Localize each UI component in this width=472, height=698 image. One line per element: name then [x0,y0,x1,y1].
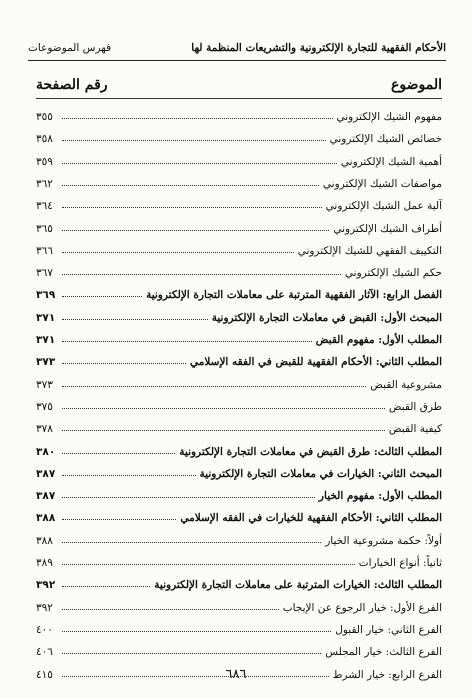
dot-leader [62,474,196,476]
dot-leader [62,407,385,409]
toc-page-number: ٤١٥ [36,668,53,681]
toc-page-number: ٣٦٢ [36,177,53,190]
dot-leader [62,608,279,610]
toc-entry-label: الفرع الثالث: خيار المجلس [325,646,442,659]
toc-entry [36,371,442,391]
dot-leader [62,429,385,431]
toc-entry-label: أطراف الشيك الإلكتروني [333,222,442,235]
toc-page-number: ٣٩٢ [36,579,56,592]
toc-entry [36,326,442,346]
toc-page-number: ٣٨٨ [36,534,53,547]
toc-page-number: ٣٦٥ [36,222,53,235]
toc-entry-label: الفرع الثاني: خيار القبول [335,623,442,636]
dot-leader [62,541,321,543]
toc-entry [36,616,442,636]
toc-page-number: ٣٨٧ [36,490,56,503]
toc-entry-label: المطلب الثاني: الأحكام الفقهية للقبض في الفقه الإسلامي [190,356,442,369]
toc-entry-label: المطلب الأول: مفهوم الخيار [318,490,442,503]
dot-leader [62,229,329,231]
toc-entry-label: مواصفات الشيك الإلكتروني [322,177,442,190]
dot-leader [62,206,322,208]
toc-page-number: ٤٠٦ [36,646,53,659]
toc-entry [36,148,442,168]
toc-entry [36,215,442,235]
toc-page-number: ٣٥٥ [36,111,53,123]
toc-entry-label: طرق القبض [388,400,442,413]
toc-entry [36,237,442,257]
toc-entry-label: التكييف الفقهي للشيك الإلكتروني [297,244,442,257]
toc-page-number: ٣٦٩ [36,289,56,302]
toc-page-number: ٣٥٨ [36,133,53,146]
page-number: ٦٨٦ [225,667,247,682]
dot-leader [62,139,326,141]
toc-entry-label: المبحث الأول: القبض في معاملات التجارة الإلكترونية [211,311,442,324]
dot-leader [62,340,312,342]
toc-entry [36,281,442,301]
toc-entry [36,460,442,480]
toc-entry [36,438,442,458]
toc-page-number: ٣٧٨ [36,423,53,436]
toc-entry-label: المبحث الثاني: الخيارات في معاملات التجارة الإلكترونية [199,467,442,480]
dot-leader [62,184,319,186]
toc-entry [36,259,442,279]
toc-page-number: ٣٧٣ [36,356,56,369]
toc-page-number: ٣٦٦ [36,244,53,257]
topic-column-heading: الموضوع [391,77,442,93]
dot-leader [62,295,142,297]
dot-leader [62,518,176,520]
toc-entry-label: المطلب الأول: مفهوم القبض [315,334,442,346]
toc-entry [36,192,442,212]
dot-leader [62,318,208,320]
toc-entry-label: آلية عمل الشيك الإلكتروني [325,200,442,213]
toc-entry-label: مفهوم الشيك الإلكتروني [336,111,442,123]
toc-page-number: ٣٧٥ [36,400,53,413]
toc-entry-label: المطلب الثالث: الخيارات المترتبة على معاملات التجارة الإلكترونية [154,579,442,592]
toc-page-number: ٣٨٨ [36,512,56,525]
toc-page-number: ٣٥٩ [36,155,53,168]
toc-page-number: ٣٧١ [36,334,56,346]
toc-page-number: ٣٦٧ [36,267,53,280]
toc-entry [36,348,442,368]
dot-leader [62,162,337,164]
toc-entry [36,482,442,502]
toc-entry-label: أولاً: حكمة مشروعية الخيار [325,534,442,547]
toc-entry [36,594,442,614]
toc-entry [36,527,442,547]
toc-entry-label: خصائص الشيك الإلكتروني [329,133,442,146]
dot-leader [62,563,355,565]
dot-leader [62,652,321,654]
toc-entry [36,549,442,569]
toc-page-number: ٣٩٢ [36,601,53,614]
toc-page-number: ٤٠٠ [36,623,53,636]
toc-entry-label: أهمية الشيك الإلكتروني [340,155,442,168]
toc-page-number: ٣٨٧ [36,467,56,480]
toc-entry [36,415,442,435]
toc-entry-label: حكم الشيك الإلكتروني [344,267,442,280]
book-title: الأحكام الفقهية للتجارة الإلكترونية والتشريعات المنظمة لها [191,42,446,54]
toc-entry-label: مشروعية القبض [370,378,442,391]
toc-entry [36,638,442,658]
toc-page-number: ٣٧١ [36,311,56,324]
section-name: فهرس الموضوعات [28,42,112,54]
toc-entry-label: الفرع الرابع: خيار الشرط [332,668,442,681]
dot-leader [62,496,315,498]
toc-entry [36,125,442,145]
toc-page-number: ٣٦٤ [36,200,53,213]
dot-leader [62,251,294,253]
toc-page-number: ٣٧٣ [36,378,53,391]
dot-leader [62,273,341,275]
dot-leader [62,362,186,364]
page-column-heading: رقم الصفحة [36,77,108,93]
toc-entry-label: كيفية القبض [388,423,442,436]
dot-leader [62,452,175,454]
toc-entry [36,571,442,591]
dot-leader [62,117,333,119]
toc-entry-label: المطلب الثاني: الأحكام الفقهية للخيارات في الفقه الإسلامي [180,512,442,525]
toc-entry [36,393,442,413]
toc-entry-label: الفصل الرابع: الآثار الفقهية المترتبة على معاملات التجارة الإلكترونية [146,289,442,302]
toc-page-number: ٣٨٠ [36,445,56,458]
dot-leader [62,385,366,387]
toc-entry-label: الفرع الأول: خيار الرجوع عن الإيجاب [282,601,442,614]
dot-leader [62,630,331,632]
toc-entry-label: المطلب الثالث: طرق القبض في معاملات التجارة الإلكترونية [179,445,442,458]
dot-leader [62,585,150,587]
toc-entry [36,504,442,524]
toc-entry [36,304,442,324]
toc-entry [36,103,442,123]
toc-page-number: ٣٨٩ [36,557,53,569]
toc-entry [36,170,442,190]
toc-entry-label: ثانياً: أنواع الخيارات [358,557,442,569]
